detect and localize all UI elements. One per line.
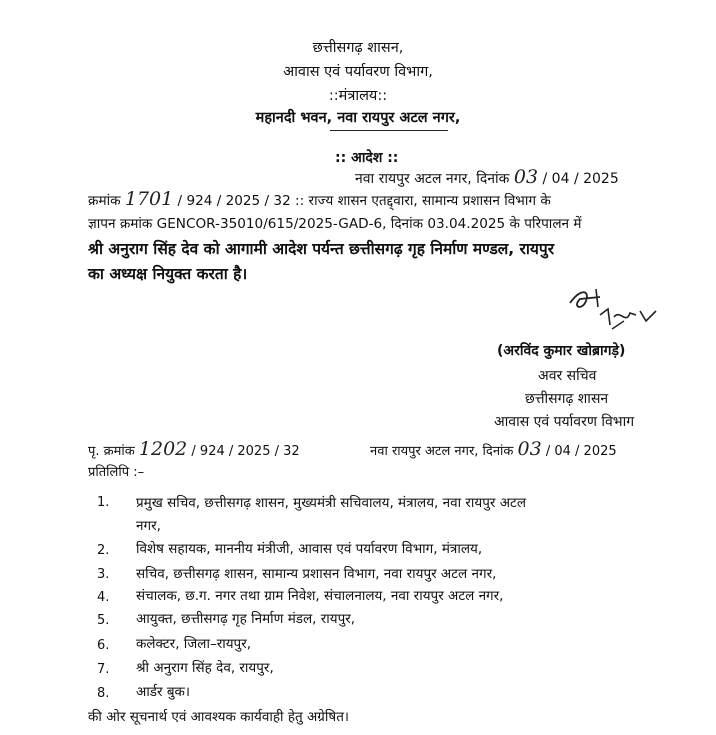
- order-para-line2: ज्ञापन क्रमांक GENCOR-35010/615/2025-GAD-6, दिनांक 03.04.2025 के परिपालन में: [88, 216, 582, 232]
- copy-label: प्रतिलिपि :–: [88, 465, 145, 480]
- header-address: महानदी भवन, नवा रायपुर अटल नगर,: [255, 110, 461, 126]
- list-item: श्री अनुराग सिंह देव, रायपुर,: [136, 660, 274, 676]
- signatory-org2: आवास एवं पर्यावरण विभाग: [494, 414, 635, 430]
- list-item: विशेष सहायक, माननीय मंत्रीजी, आवास एवं पर्यावरण विभाग, मंत्रालय,: [136, 541, 483, 557]
- endorsement-number-handwritten: 1202: [138, 438, 188, 460]
- order-date-prefix: नवा रायपुर अटल नगर, दिनांक: [355, 171, 510, 187]
- order-kramank-label: क्रमांक: [88, 193, 121, 209]
- order-date-suffix: / 04 / 2025: [542, 171, 619, 187]
- signatory-org1: छत्तीसगढ़ शासन: [525, 391, 609, 407]
- list-item-number: 8.: [97, 686, 110, 701]
- signatory-name: (अरविंद कुमार खोब्रागड़े): [497, 343, 626, 359]
- endorsement-date-handwritten: 03: [517, 438, 542, 460]
- list-item-number: 3.: [97, 567, 110, 582]
- header-department: आवास एवं पर्यावरण विभाग,: [283, 64, 433, 80]
- order-kramank-rest: / 924 / 2025 / 32 :: राज्य शासन एतद्द्वारा, सामान्य प्रशासन विभाग के: [177, 193, 551, 209]
- closing-line: की ओर सूचनार्थ एवं आवश्यक कार्यवाही हेतु अग्रेषित।: [88, 709, 350, 725]
- endorsement-date-prefix: नवा रायपुर अटल नगर, दिनांक: [370, 444, 514, 459]
- signature-mark: [560, 285, 680, 344]
- endorsement-number-rest: / 924 / 2025 / 32: [191, 444, 300, 459]
- list-item: आयुक्त, छत्तीसगढ़ गृह निर्माण मंडल, रायपुर,: [136, 611, 356, 627]
- list-item: प्रमुख सचिव, छत्तीसगढ़ शासन, मुख्यमंत्री सचिवालय, मंत्रालय, नवा रायपुर अटल: [136, 495, 527, 511]
- endorsement-label: पृ. क्रमांक: [88, 444, 135, 459]
- order-kramank-line: [88, 188, 551, 210]
- handwritten-signature-icon: [560, 285, 680, 340]
- list-item: कलेक्टर, जिला–रायपुर,: [136, 636, 252, 652]
- list-item-number: 6.: [97, 638, 110, 653]
- order-para-line3: श्री अनुराग सिंह देव को आगामी आदेश पर्यन्त छत्तीसगढ़ गृह निर्माण मण्डल, रायपुर: [88, 240, 555, 258]
- order-para-line4: का अध्यक्ष नियुक्त करता है।: [88, 265, 248, 283]
- list-item-number: 4.: [97, 590, 110, 605]
- list-item-continued: नगर,: [136, 518, 161, 534]
- order-kramank-handwritten: 1701: [124, 188, 174, 210]
- list-item: संचालक, छ.ग. नगर तथा ग्राम निवेश, संचालनालय, नवा रायपुर अटल नगर,: [136, 588, 504, 604]
- order-title: :: आदेश ::: [335, 150, 399, 166]
- list-item-number: 2.: [97, 543, 110, 558]
- header-divider: [330, 130, 448, 131]
- endorsement-date-suffix: / 04 / 2025: [545, 444, 617, 459]
- endorsement-number-line: [88, 438, 300, 460]
- list-item: सचिव, छत्तीसगढ़ शासन, सामान्य प्रशासन विभाग, नवा रायपुर अटल नगर,: [136, 566, 497, 582]
- list-item-number: 7.: [97, 662, 110, 677]
- list-item-number: 5.: [97, 613, 110, 628]
- list-item: आर्डर बुक।: [136, 684, 191, 700]
- order-date-line: [355, 166, 619, 188]
- header-government: छत्तीसगढ़ शासन,: [312, 40, 404, 56]
- header-ministry: ::मंत्रालय::: [328, 88, 388, 104]
- signatory-designation: अवर सचिव: [538, 368, 597, 384]
- list-item-number: 1.: [97, 495, 110, 510]
- endorsement-date-line: [370, 438, 617, 460]
- order-date-handwritten: 03: [513, 166, 539, 188]
